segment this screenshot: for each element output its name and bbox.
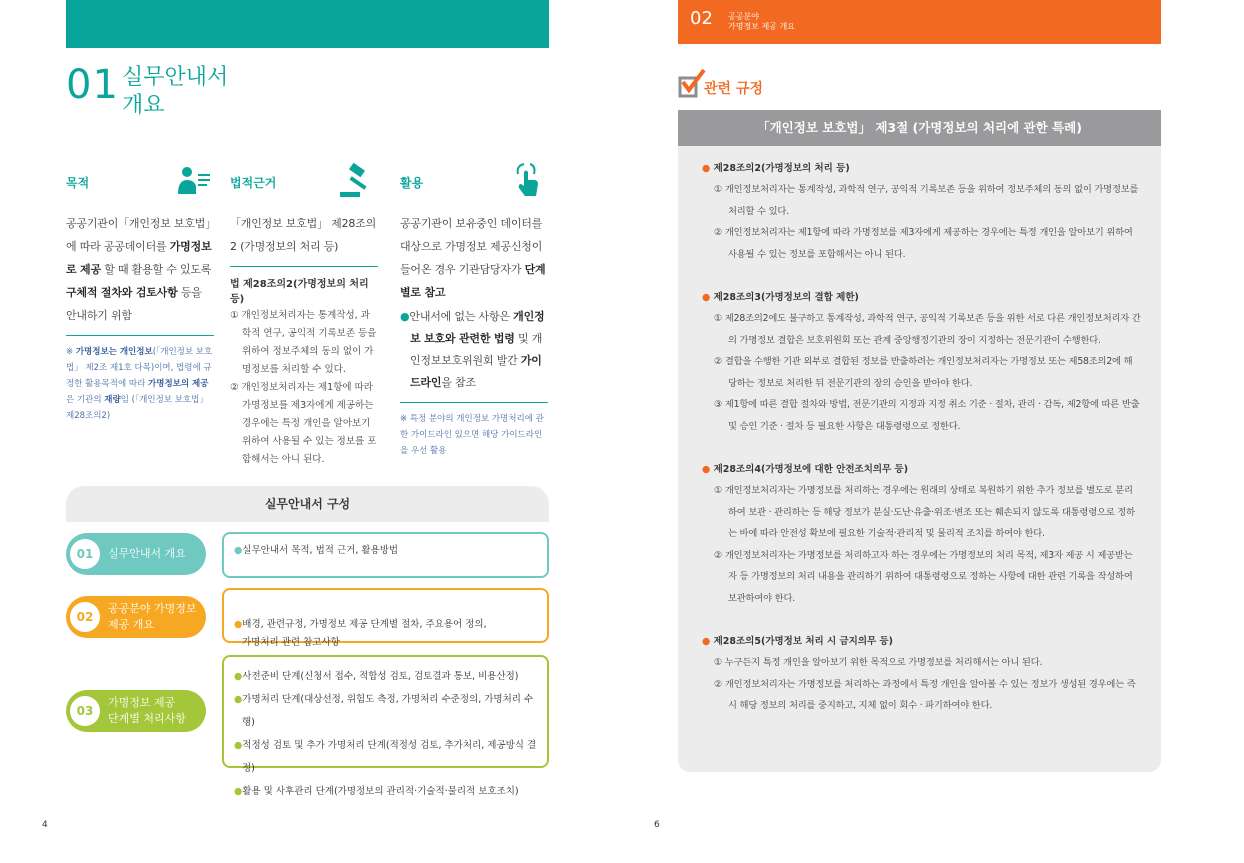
pill-number: 03	[70, 696, 100, 726]
article-heading: 제28조의2(가명정보의 처리 등)	[713, 163, 850, 174]
header-band	[66, 0, 549, 48]
usage-label: 활용	[400, 176, 424, 190]
structure-detail: 가명처리 단계(대상선정, 위험도 측정, 가명처리 수준정의, 가명처리 수행)	[242, 694, 534, 728]
structure-detail: 배경, 관련규정, 가명정보 제공 단계별 절차, 주요용어 정의, 가명처리 관련 참고사항	[242, 619, 487, 648]
structure-detail: 실무안내서 목적, 법적 근거, 활용방법	[242, 545, 399, 556]
purpose-column	[66, 160, 214, 424]
article-heading: 제28조의5(가명정보 처리 시 금지의무 등)	[713, 636, 894, 647]
pill-label: 공공분야 가명정보 제공 개요	[108, 602, 197, 631]
article-paragraph: ③ 제1항에 따른 결합 절차와 방법, 전문기관의 지정과 지정 취소 기준 · 절차, 관리 · 감독, 제2항에 따른 반출 및 승인 기준 · 절차 등 필요한 사항은 대통령령으로 정한다.	[714, 399, 1140, 432]
gavel-icon	[336, 160, 378, 202]
header-band	[678, 0, 1161, 44]
section-number: 01	[66, 62, 119, 108]
purpose-label: 목적	[66, 176, 90, 190]
article-heading: 제28조의4(가명정보에 대한 안전조치의무 등)	[713, 464, 909, 475]
structure-pill-01	[66, 533, 206, 575]
structure-pill-03	[66, 690, 206, 732]
structure-pill-02	[66, 596, 206, 638]
page-number: 6	[654, 820, 660, 830]
article-paragraph: ② 개인정보처리자는 가명정보를 처리하는 과정에서 특정 개인을 알아볼 수 있는 정보가 생성된 경우에는 즉시 해당 정보의 처리를 중지하고, 지체 없이 회수 · 파기하여야 한다.	[714, 678, 1136, 711]
page-number: 4	[42, 820, 48, 830]
purpose-note: ※ 가명정보는 개인정보(「개인정보 보호법」 제2조 제1호 다목)이며, 법령에 규정한 활용목적에 따라 가명정보의 제공은 기관의 재량임 (「개인정보 보호법」 제28조의2)	[66, 347, 213, 421]
law-item: ② 개인정보처리자는 제1항에 따라 가명정보를 제3자에게 제공하는 경우에는 특정 개인을 알아보기 위하여 사용될 수 있는 정보를 포함해서는 아니 된다.	[230, 382, 377, 465]
pill-number: 02	[70, 602, 100, 632]
article-paragraph: ① 누구든지 특정 개인을 알아보기 위한 목적으로 가명정보를 처리해서는 아니 된다.	[714, 657, 1043, 668]
structure-detail: 적정성 검토 및 추가 가명처리 단계(적정성 검토, 추가처리, 제공방식 결정)	[242, 740, 537, 774]
regulation-box-title: 「개인정보 보호법」 제3절 (가명정보의 처리에 관한 특례)	[678, 110, 1161, 146]
pill-label: 가명정보 제공 단계별 처리사항	[108, 696, 186, 725]
structure-detail: 사전준비 단계(신청서 접수, 적합성 검토, 검토결과 통보, 비용산정)	[242, 671, 519, 682]
article-paragraph: ② 개인정보처리자는 제1항에 따라 가명정보를 제3자에게 제공하는 경우에는 특정 개인을 알아보기 위하여 사용될 수 있는 정보를 포함해서는 아니 된다.	[714, 227, 1133, 260]
article-heading: 제28조의3(가명정보의 결합 제한)	[713, 292, 859, 303]
divider	[66, 335, 214, 336]
usage-column	[400, 160, 548, 459]
divider	[230, 266, 378, 267]
legal-text: 「개인정보 보호법」 제28조의2 (가명정보의 처리 등)	[230, 217, 377, 253]
structure-box-02: ●배경, 관련규정, 가명정보 제공 단계별 절차, 주요용어 정의, 가명처리 관련 참고사항	[222, 588, 549, 643]
right-page	[622, 0, 1244, 863]
legal-basis-column	[230, 160, 378, 469]
law-heading: 법 제28조의2(가명정보의 처리 등)	[230, 279, 369, 305]
regulation-box	[678, 110, 1161, 772]
regulation-section: ● 제28조의5(가명정보 처리 시 금지의무 등) ① 누구든지 특정 개인을 알아보기 위한 목적으로 가명정보를 처리해서는 아니 된다. ② 개인정보처리자는 가명정보를 처리하는 과정에서 특정 개인을 알아볼 수 있는 정보가 생성된 경우에는 즉시 해당 정보의 처리를 중지하고, 지체 없이 회수 · 파기하여야 한다.	[702, 631, 1141, 717]
structure-box-01: ●실무안내서 목적, 법적 근거, 활용방법	[222, 532, 549, 578]
article-paragraph: ① 개인정보처리자는 가명정보를 처리하는 경우에는 원래의 상태로 복원하기 위한 추가 정보를 별도로 분리하여 보관 · 관리하는 등 해당 정보가 분실·도난·유출·위조·변조 또는 훼손되지 않도록 대통령령으로 정하는 바에 따라 안전성 확보에 필요한 기술적·관리적 및 물리적 조치를 하여야 한다.	[714, 485, 1135, 539]
checkbox-check-icon	[678, 68, 706, 98]
usage-note: ※ 특정 분야의 개인정보 가명처리에 관한 가이드라인 있으면 해당 가이드라인을 우선 활용	[400, 414, 544, 456]
usage-bullet: ●안내서에 없는 사항은 개인정보 보호와 관련한 법령 및 개인정보보호위원회 발간 가이드라인을 참조	[400, 310, 545, 389]
article-paragraph: ② 결합을 수행한 기관 외부로 결합된 정보를 반출하려는 개인정보처리자는 가명정보 또는 제58조의2에 해당하는 정보로 처리한 뒤 전문기관의 장의 승인을 받아야 한다.	[714, 356, 1133, 389]
regulation-section: ● 제28조의3(가명정보의 결합 제한) ① 제28조의2에도 불구하고 통계작성, 과학적 연구, 공익적 기록보존 등을 위한 서로 다른 개인정보처리자 간의 가명정보 결합은 보호위원회 또는 관계 중앙행정기관의 장이 지정하는 전문기관이 수행한다. ② 결합을 수행한 기관 외부로 결합된 정보를 반출하려는 개인정보처리자는 가명정보 또는 제58조의2에 해당하는 정보로 처리한 뒤 전문기관의 장의 승인을 받아야 한다. ③ 제1항에 따른 결합 절차와 방법, 전문기관의 지정과 지정 취소 기준 · 절차, 관리 · 감독, 제2항에 따른 반출 및 승인 기준 · 절차 등 필요한 사항은 대통령령으로 정한다.	[702, 287, 1141, 437]
legal-label: 법적근거	[230, 176, 277, 190]
article-paragraph: ① 제28조의2에도 불구하고 통계작성, 과학적 연구, 공익적 기록보존 등을 위한 서로 다른 개인정보처리자 간의 가명정보 결합은 보호위원회 또는 관계 중앙행정기관의 장이 지정하는 전문기관이 수행한다.	[714, 313, 1141, 346]
section-title: 실무안내서 개요	[122, 65, 229, 118]
person-presenting-icon	[172, 160, 214, 202]
related-regulations-title: 관련 규정	[704, 81, 763, 97]
usage-text: 공공기관이 보유중인 데이터를 대상으로 가명정보 제공신청이 들어온 경우 기관담당자가 단계별로 참고	[400, 217, 546, 299]
law-item: ① 개인정보처리자는 통계작성, 과학적 연구, 공익적 기록보존 등을 위하여 정보주체의 동의 없이 가명정보를 처리할 수 있다.	[230, 310, 377, 375]
structure-box-03: ●사전준비 단계(신청서 접수, 적합성 검토, 검토결과 통보, 비용산정) ●가명처리 단계(대상선정, 위험도 측정, 가명처리 수준정의, 가명처리 수행) ●적정성 검토 및 추가 가명처리 단계(적정성 검토, 추가처리, 제공방식 결정) ●활용 및 사후관리 단계(가명정보의 관리적·기술적·물리적 보호조치)	[222, 655, 549, 768]
regulation-section: ● 제28조의4(가명정보에 대한 안전조치의무 등) ① 개인정보처리자는 가명정보를 처리하는 경우에는 원래의 상태로 복원하기 위한 추가 정보를 별도로 분리하여 보관 · 관리하는 등 해당 정보가 분실·도난·유출·위조·변조 또는 훼손되지 않도록 대통령령으로 정하는 바에 따라 안전성 확보에 필요한 기술적·관리적 및 물리적 조치를 하여야 한다. ② 개인정보처리자는 가명정보를 처리하고자 하는 경우에는 가명정보의 처리 목적, 제3자 제공 시 제공받는 자 등 가명정보의 처리 내용을 관리하기 위하여 대통령령으로 정하는 사항에 대한 관련 기록을 작성하여 보관하여야 한다.	[702, 459, 1141, 609]
divider	[400, 402, 548, 403]
pill-label: 실무안내서 개요	[108, 547, 186, 560]
section-title: 공공분야 가명정보 제공 개요	[728, 12, 795, 31]
section-number: 02	[690, 8, 713, 29]
hand-pointer-icon	[506, 160, 548, 202]
regulation-section: ● 제28조의2(가명정보의 처리 등) ① 개인정보처리자는 통계작성, 과학적 연구, 공익적 기록보존 등을 위하여 정보주체의 동의 없이 가명정보를 처리할 수 있다. ② 개인정보처리자는 제1항에 따라 가명정보를 제3자에게 제공하는 경우에는 특정 개인을 알아보기 위하여 사용될 수 있는 정보를 포함해서는 아니 된다.	[702, 158, 1141, 265]
purpose-text: 공공기관이「개인정보 보호법」에 따라 공공데이터를 가명정보로 제공 할 때 활용할 수 있도록 구체적 절차와 검토사항 등을 안내하기 위함	[66, 217, 212, 322]
structure-title: 실무안내서 구성	[66, 486, 549, 522]
article-paragraph: ① 개인정보처리자는 통계작성, 과학적 연구, 공익적 기록보존 등을 위하여 정보주체의 동의 없이 가명정보를 처리할 수 있다.	[714, 184, 1139, 217]
article-paragraph: ② 개인정보처리자는 가명정보를 처리하고자 하는 경우에는 가명정보의 처리 목적, 제3자 제공 시 제공받는 자 등 가명정보의 처리 내용을 관리하기 위하여 대통령령으로 정하는 사항에 대한 관련 기록을 작성하여 보관하여야 한다.	[714, 549, 1133, 604]
structure-detail: 활용 및 사후관리 단계(가명정보의 관리적·기술적·물리적 보호조치)	[242, 786, 519, 797]
pill-number: 01	[70, 539, 100, 569]
